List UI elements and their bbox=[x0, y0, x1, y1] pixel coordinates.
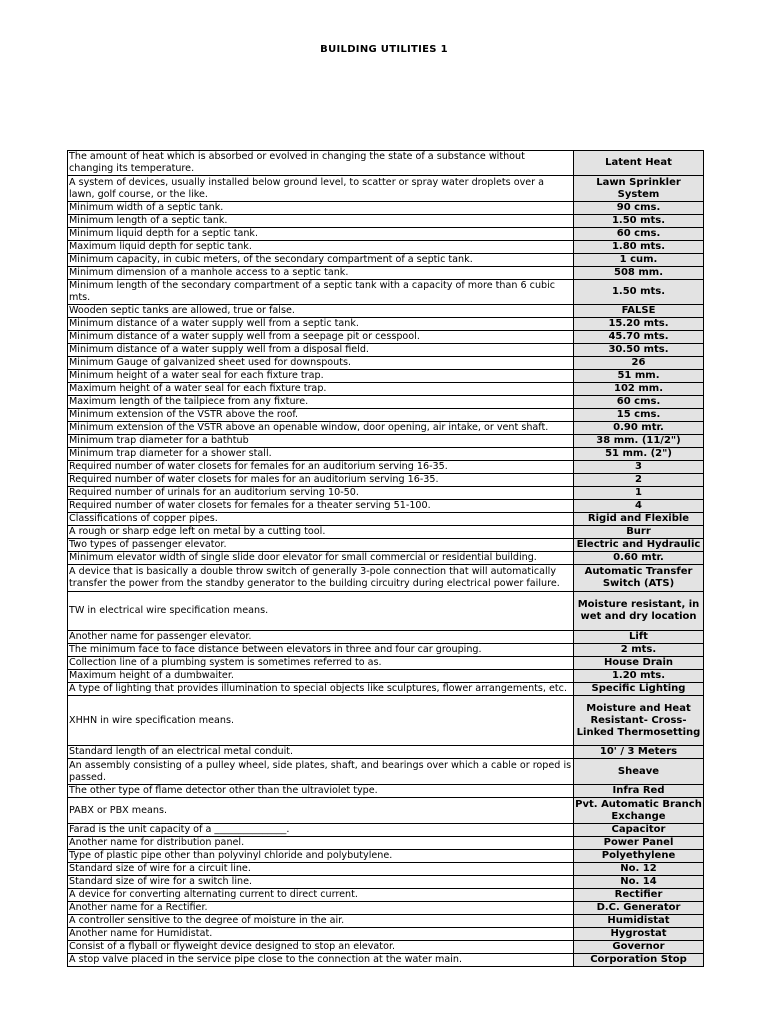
answer-cell: Pvt. Automatic Branch Exchange bbox=[575, 798, 702, 822]
table-row bbox=[68, 461, 704, 474]
question-cell: Standard size of wire for a circuit line. bbox=[68, 863, 574, 876]
answer-cell: Moisture resistant, in wet and dry location bbox=[574, 592, 704, 631]
table-row bbox=[68, 331, 704, 344]
question-cell: Minimum elevator width of single slide door elevator for small commercial or residential building. bbox=[68, 552, 574, 565]
question-cell: Standard size of wire for a switch line. bbox=[68, 876, 574, 889]
table-row bbox=[68, 837, 704, 850]
table-row bbox=[68, 500, 704, 513]
table-row bbox=[68, 318, 704, 331]
answer-cell: Lift bbox=[574, 631, 704, 644]
table-row bbox=[68, 850, 704, 863]
table-row bbox=[68, 422, 704, 435]
table-row bbox=[68, 631, 704, 644]
table-row bbox=[68, 396, 704, 409]
answer-cell: Humidistat bbox=[574, 915, 704, 928]
answer-cell: 0.60 mtr. bbox=[574, 552, 704, 565]
table-row bbox=[68, 876, 704, 889]
table-row bbox=[68, 552, 704, 565]
answer-cell: 2 mts. bbox=[574, 644, 704, 657]
answer-cell: 38 mm. (11/2") bbox=[574, 435, 704, 448]
question-cell: A type of lighting that provides illumination to special objects like sculptures, flower arrangements, etc. bbox=[68, 683, 574, 696]
table-row bbox=[68, 941, 704, 954]
table-row bbox=[68, 889, 704, 902]
answer-cell: 1 bbox=[574, 487, 704, 500]
answer-cell: 45.70 mts. bbox=[574, 331, 704, 344]
table-row bbox=[68, 644, 704, 657]
question-cell: A stop valve placed in the service pipe close to the connection at the water main. bbox=[68, 954, 574, 967]
question-cell: The amount of heat which is absorbed or evolved in changing the state of a substance without changing its temperature. bbox=[68, 151, 574, 176]
answer-cell: 51 mm. (2") bbox=[574, 448, 704, 461]
table-row bbox=[68, 513, 704, 526]
table-row bbox=[68, 202, 704, 215]
question-cell: The other type of flame detector other than the ultraviolet type. bbox=[68, 785, 574, 798]
table-row bbox=[68, 565, 704, 592]
question-cell: Required number of water closets for males for an auditorium serving 16-35. bbox=[68, 474, 574, 487]
question-cell: Minimum trap diameter for a shower stall. bbox=[68, 448, 574, 461]
answer-cell: 1.50 mts. bbox=[574, 215, 704, 228]
answer-cell: 508 mm. bbox=[574, 267, 704, 280]
table-row bbox=[68, 696, 704, 746]
question-cell: Maximum height of a water seal for each fixture trap. bbox=[68, 383, 574, 396]
question-cell: Classifications of copper pipes. bbox=[68, 513, 574, 526]
answer-cell: D.C. Generator bbox=[574, 902, 704, 915]
answer-cell: 0.90 mtr. bbox=[574, 422, 704, 435]
question-cell: Standard length of an electrical metal conduit. bbox=[68, 746, 574, 759]
page-title: BUILDING UTILITIES 1 bbox=[320, 44, 448, 55]
answer-cell: 1.50 mts. bbox=[574, 280, 704, 305]
table-row bbox=[68, 954, 704, 967]
question-cell: A device for converting alternating current to direct current. bbox=[68, 889, 574, 902]
question-cell: Minimum extension of the VSTR above an openable window, door opening, air intake, or vent shaft. bbox=[68, 422, 574, 435]
answer-cell: Governor bbox=[574, 941, 704, 954]
answer-cell: No. 14 bbox=[574, 876, 704, 889]
answer-cell: 2 bbox=[574, 474, 704, 487]
qa-table-body bbox=[68, 151, 704, 967]
question-cell: A rough or sharp edge left on metal by a cutting tool. bbox=[68, 526, 574, 539]
table-row bbox=[68, 228, 704, 241]
answer-cell: Rigid and Flexible bbox=[574, 513, 704, 526]
question-cell: Two types of passenger elevator. bbox=[68, 539, 574, 552]
answer-cell: Moisture and Heat Resistant- Cross-Linked Thermosetting bbox=[574, 696, 704, 746]
question-cell: Consist of a flyball or flyweight device designed to stop an elevator. bbox=[68, 941, 574, 954]
table-row bbox=[68, 435, 704, 448]
table-row bbox=[68, 539, 704, 552]
table-row bbox=[68, 928, 704, 941]
answer-cell: 10' / 3 Meters bbox=[574, 746, 704, 759]
table-row bbox=[68, 902, 704, 915]
question-cell: Collection line of a plumbing system is sometimes referred to as. bbox=[68, 657, 574, 670]
question-cell: XHHN in wire specification means. bbox=[68, 696, 574, 746]
answer-cell: FALSE bbox=[574, 305, 704, 318]
answer-cell: 1.80 mts. bbox=[574, 241, 704, 254]
table-row bbox=[68, 759, 704, 785]
question-cell: Required number of urinals for an auditorium serving 10-50. bbox=[68, 487, 574, 500]
question-cell: Required number of water closets for females for a theater serving 51-100. bbox=[68, 500, 574, 513]
question-cell: A controller sensitive to the degree of moisture in the air. bbox=[68, 915, 574, 928]
table-row bbox=[68, 448, 704, 461]
question-cell: Maximum length of the tailpiece from any fixture. bbox=[68, 396, 574, 409]
table-row bbox=[68, 215, 704, 228]
question-cell: Minimum distance of a water supply well from a disposal field. bbox=[68, 344, 574, 357]
answer-cell: Capacitor bbox=[574, 824, 704, 837]
answer-cell: 51 mm. bbox=[574, 370, 704, 383]
question-cell: Another name for distribution panel. bbox=[68, 837, 574, 850]
table-row bbox=[68, 151, 704, 176]
table-row bbox=[68, 785, 704, 798]
answer-cell: 30.50 mts. bbox=[574, 344, 704, 357]
answer-cell: Specific Lighting bbox=[574, 683, 704, 696]
answer-cell: 90 cms. bbox=[574, 202, 704, 215]
question-cell: Minimum liquid depth for a septic tank. bbox=[68, 228, 574, 241]
table-row bbox=[68, 824, 704, 837]
question-cell: A device that is basically a double throw switch of generally 3-pole connection that will automatically transfer the power from the standby generator to the building circuitry during electrical power failure. bbox=[68, 565, 574, 592]
answer-cell: Hygrostat bbox=[574, 928, 704, 941]
answer-cell: Electric and Hydraulic bbox=[574, 539, 704, 552]
table-row bbox=[68, 370, 704, 383]
question-cell: Another name for passenger elevator. bbox=[68, 631, 574, 644]
table-row bbox=[68, 863, 704, 876]
table-row bbox=[68, 474, 704, 487]
table-row bbox=[68, 254, 704, 267]
table-row bbox=[68, 305, 704, 318]
question-cell: Minimum distance of a water supply well from a septic tank. bbox=[68, 318, 574, 331]
answer-cell: Rectifier bbox=[574, 889, 704, 902]
answer-cell: 4 bbox=[574, 500, 704, 513]
answer-cell: 3 bbox=[574, 461, 704, 474]
answer-cell: 26 bbox=[574, 357, 704, 370]
question-cell: Minimum width of a septic tank. bbox=[68, 202, 574, 215]
answer-cell: 15 cms. bbox=[574, 409, 704, 422]
question-cell: Minimum capacity, in cubic meters, of the secondary compartment of a septic tank. bbox=[68, 254, 574, 267]
table-row bbox=[68, 487, 704, 500]
qa-table bbox=[67, 150, 704, 967]
question-cell: An assembly consisting of a pulley wheel, side plates, shaft, and bearings over which a cable or roped is passed. bbox=[68, 759, 574, 785]
question-cell: Minimum length of the secondary compartment of a septic tank with a capacity of more than 6 cubic mts. bbox=[68, 280, 574, 305]
question-cell: Minimum extension of the VSTR above the roof. bbox=[68, 409, 574, 422]
answer-cell: Burr bbox=[574, 526, 704, 539]
question-cell: Type of plastic pipe other than polyvinyl chloride and polybutylene. bbox=[68, 850, 574, 863]
answer-cell: 15.20 mts. bbox=[574, 318, 704, 331]
question-cell: TW in electrical wire specification means. bbox=[68, 592, 574, 631]
question-cell: Wooden septic tanks are allowed, true or false. bbox=[68, 305, 574, 318]
question-cell: A system of devices, usually installed below ground level, to scatter or spray water droplets over a lawn, golf course, or the like. bbox=[68, 176, 574, 202]
table-row bbox=[68, 344, 704, 357]
answer-cell: Infra Red bbox=[574, 785, 704, 798]
question-cell: Minimum length of a septic tank. bbox=[68, 215, 574, 228]
question-cell: Another name for Humidistat. bbox=[68, 928, 574, 941]
answer-cell: House Drain bbox=[574, 657, 704, 670]
question-cell: Minimum distance of a water supply well from a seepage pit or cesspool. bbox=[68, 331, 574, 344]
table-row bbox=[68, 267, 704, 280]
question-cell: Maximum height of a dumbwaiter. bbox=[68, 670, 574, 683]
table-row bbox=[68, 746, 704, 759]
table-row bbox=[68, 670, 704, 683]
table-row bbox=[68, 357, 704, 370]
table-row bbox=[68, 280, 704, 305]
question-cell: Minimum Gauge of galvanized sheet used for downspouts. bbox=[68, 357, 574, 370]
answer-cell: Polyethylene bbox=[574, 850, 704, 863]
table-row bbox=[68, 241, 704, 254]
answer-cell: Lawn Sprinkler System bbox=[574, 176, 704, 202]
table-row bbox=[68, 592, 704, 631]
question-cell: Maximum liquid depth for septic tank. bbox=[68, 241, 574, 254]
answer-cell: 1.20 mts. bbox=[574, 670, 704, 683]
table-row bbox=[68, 176, 704, 202]
question-cell: The minimum face to face distance between elevators in three and four car grouping. bbox=[68, 644, 574, 657]
question-cell: PABX or PBX means. bbox=[68, 798, 574, 824]
answer-cell: 60 cms. bbox=[574, 396, 704, 409]
table-row bbox=[68, 798, 704, 824]
answer-cell: Latent Heat bbox=[574, 151, 704, 176]
question-cell: Minimum trap diameter for a bathtub bbox=[68, 435, 574, 448]
answer-cell: Power Panel bbox=[574, 837, 704, 850]
answer-cell: No. 12 bbox=[574, 863, 704, 876]
answer-cell: Automatic Transfer Switch (ATS) bbox=[574, 565, 704, 592]
answer-cell: Corporation Stop bbox=[574, 954, 704, 967]
question-cell: Farad is the unit capacity of a _______________. bbox=[68, 824, 574, 837]
table-row bbox=[68, 657, 704, 670]
answer-cell: 102 mm. bbox=[574, 383, 704, 396]
answer-cell: 60 cms. bbox=[574, 228, 704, 241]
answer-cell: Sheave bbox=[574, 759, 704, 785]
question-cell: Minimum dimension of a manhole access to a septic tank. bbox=[68, 267, 574, 280]
table-row bbox=[68, 915, 704, 928]
question-cell: Minimum height of a water seal for each fixture trap. bbox=[68, 370, 574, 383]
table-row bbox=[68, 683, 704, 696]
question-cell: Required number of water closets for females for an auditorium serving 16-35. bbox=[68, 461, 574, 474]
table-row bbox=[68, 383, 704, 396]
answer-cell: 1 cum. bbox=[574, 254, 704, 267]
table-row bbox=[68, 409, 704, 422]
table-row bbox=[68, 526, 704, 539]
question-cell: Another name for a Rectifier. bbox=[68, 902, 574, 915]
